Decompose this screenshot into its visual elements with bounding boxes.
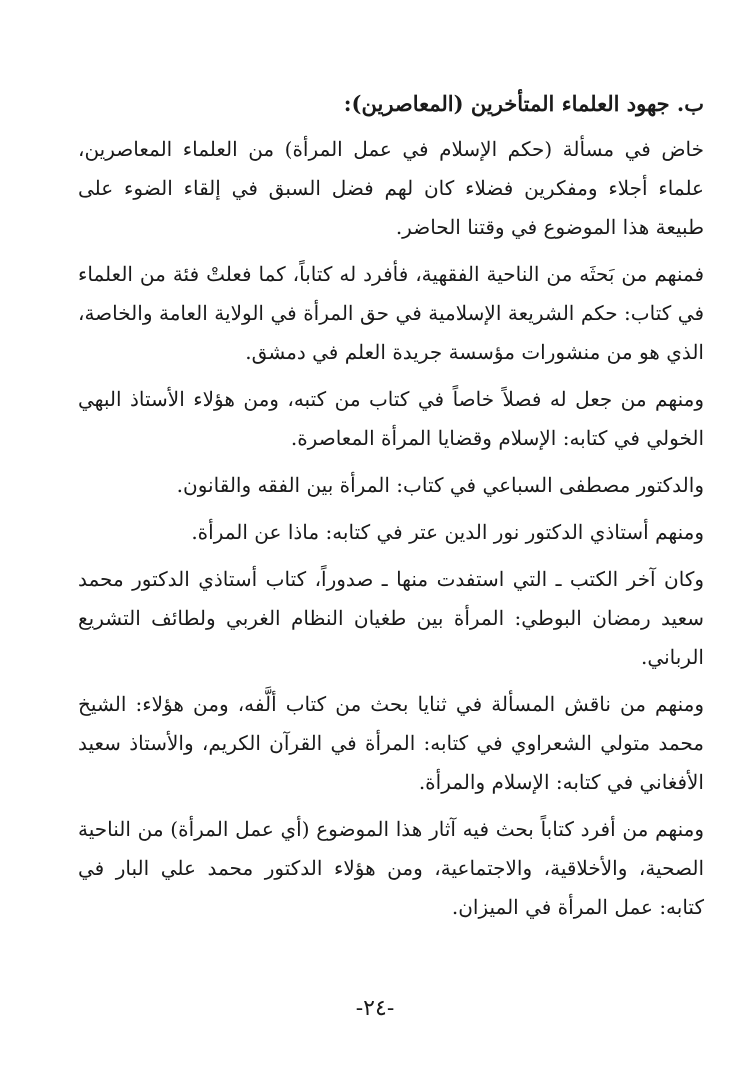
page-number: -٢٤- <box>355 996 395 1021</box>
section-heading: ب. جهود العلماء المتأخرين (المعاصرين): <box>343 91 704 116</box>
paragraph-7: ومنهم من ناقش المسألة في ثنايا بحث من كتاب ألَّفه، ومن هؤلاء: الشيخ محمد متولي الشعراوي في كتابه: المرأة في القرآن الكريم، والأستاذ سعيد الأفغاني في كتابه: الإسلام والمرأة. <box>78 692 704 794</box>
paragraph-1: خاض في مسألة (حكم الإسلام في عمل المرأة) من العلماء المعاصرين، علماء أجلاء ومفكرين فضلاء كان لهم فضل السبق في إلقاء الضوء على طبيعة هذا الموضوع في وقتنا الحاضر. <box>78 137 704 239</box>
paragraph-5: ومنهم أستاذي الدكتور نور الدين عتر في كتابه: ماذا عن المرأة. <box>191 520 704 544</box>
paragraph-6: وكان آخر الكتب ـ التي استفدت منها ـ صدوراً، كتاب أستاذي الدكتور محمد سعيد رمضان البوطي: المرأة بين طغيان النظام الغربي ولطائف التشريع الرباني. <box>78 567 704 669</box>
paragraph-8: ومنهم من أفرد كتاباً بحث فيه آثار هذا الموضوع (أي عمل المرأة) من الناحية الصحية، والأخلاقية، والاجتماعية، ومن هؤلاء الدكتور محمد علي البار في كتابه: عمل المرأة في الميزان. <box>78 817 705 919</box>
paragraph-4: والدكتور مصطفى السباعي في كتاب: المرأة بين الفقه والقانون. <box>176 473 704 497</box>
text-body <box>78 82 704 935</box>
paragraph-2: فمنهم من بَحثَه من الناحية الفقهية، فأفرد له كتاباً، كما فعلتْ فئة من العلماء في كتاب: حكم الشريعة الإسلامية في حق المرأة في الولاية العامة والخاصة، الذي هو من منشورات مؤسسة جريدة العلم في دمشق. <box>78 262 704 364</box>
paragraph-3: ومنهم من جعل له فصلاً خاصاً في كتاب من كتبه، ومن هؤلاء الأستاذ البهي الخولي في كتابه: الإسلام وقضايا المرأة المعاصرة. <box>78 387 704 450</box>
